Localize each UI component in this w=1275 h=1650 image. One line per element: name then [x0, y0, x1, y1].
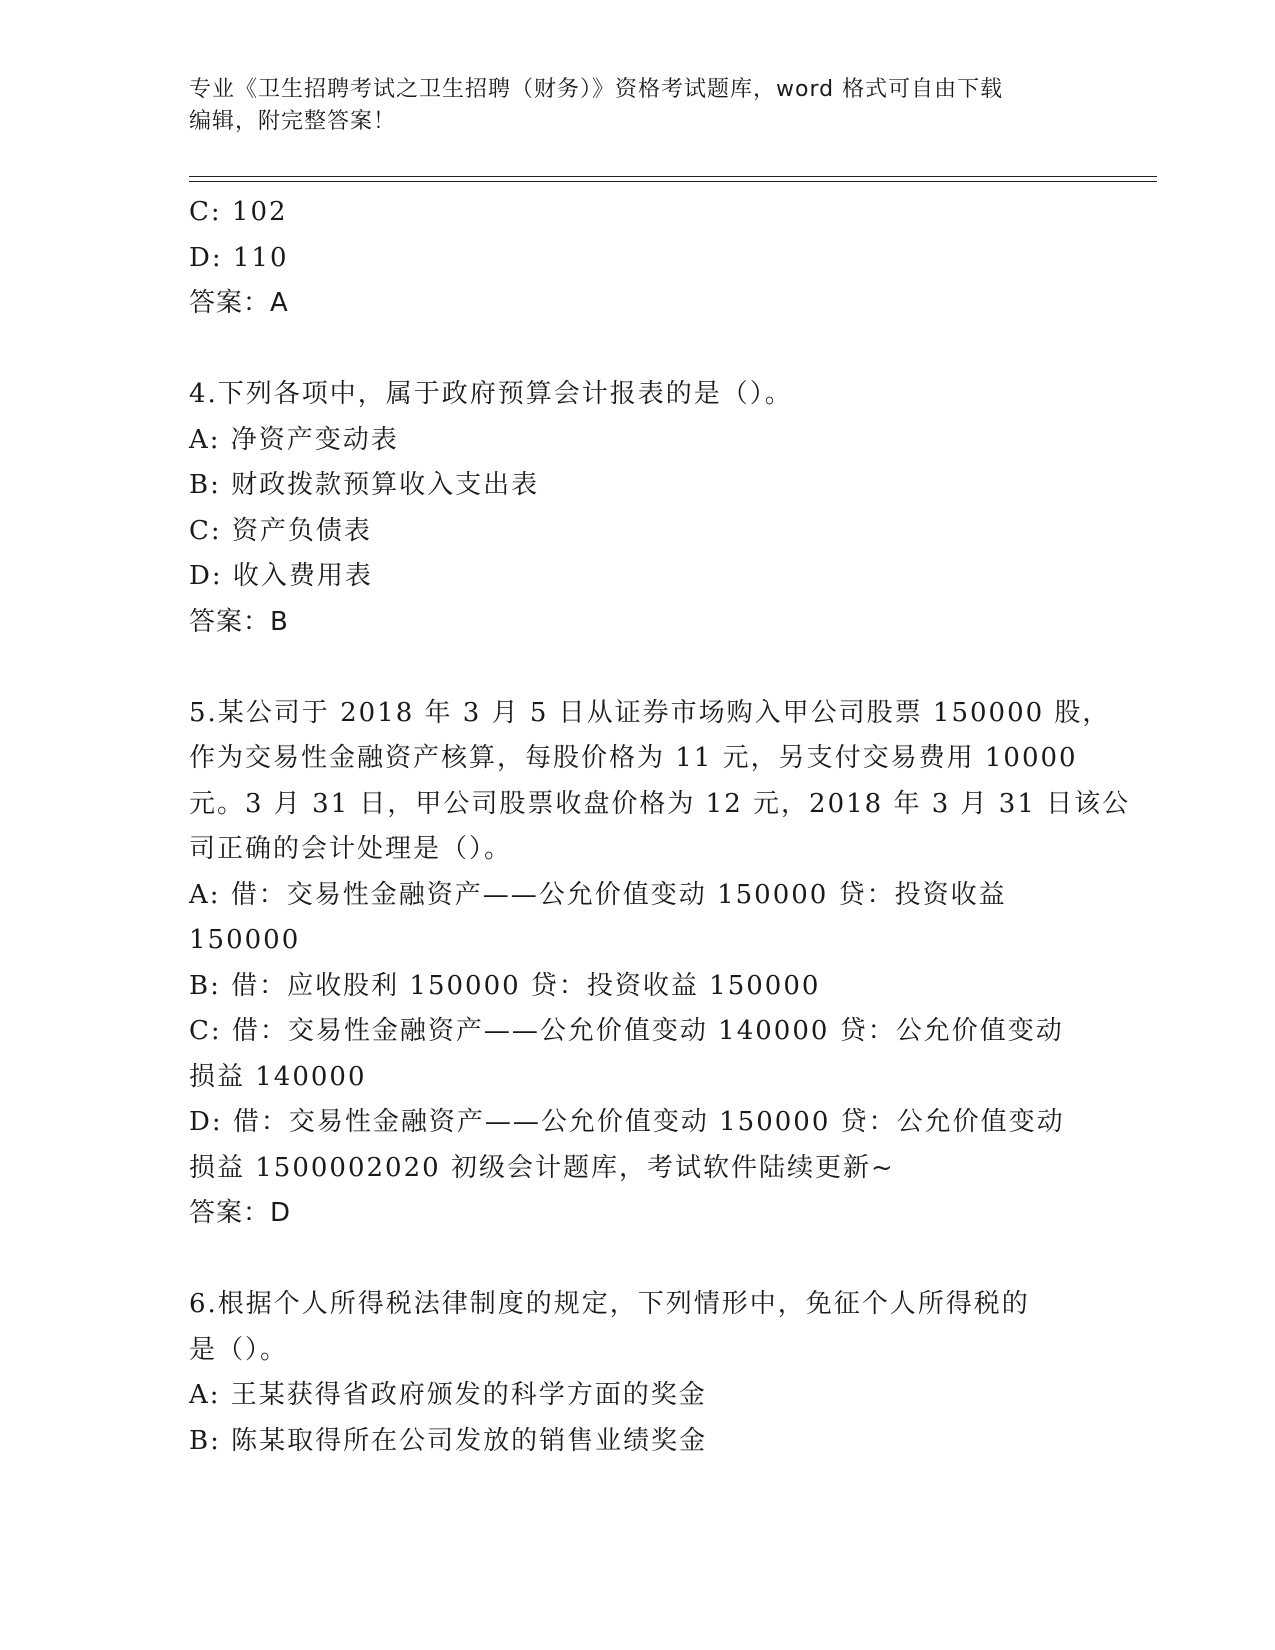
- q4-answer: 答案：B: [189, 606, 289, 637]
- q3-answer: 答案：A: [189, 288, 289, 318]
- q5-stem-line-4: 司正确的会计处理是（）。: [189, 834, 513, 864]
- q5-option-a-line-1: A: 借：交易性金融资产——公允价值变动 150000 贷：投资收益: [189, 879, 1007, 910]
- q4-option-d: D: 收入费用表: [189, 561, 373, 591]
- spacer: [189, 645, 1089, 691]
- header-line-1: 专业《卫生招聘考试之卫生招聘（财务）》资格考试题库，word 格式可自由下载: [189, 77, 1004, 102]
- q6-option-a: A: 王某获得省政府颁发的科学方面的奖金: [189, 1380, 707, 1410]
- question-6: [189, 1282, 1089, 1464]
- header-line-2: 编辑，附完整答案！: [189, 109, 397, 134]
- q5-stem-line-3: 元。3 月 31 日，甲公司股票收盘价格为 12 元，2018 年 3 月 31 日该公: [189, 788, 1131, 819]
- spacer: [189, 1237, 1089, 1283]
- q3-option-c: C: 102: [189, 197, 288, 227]
- question-3-tail: [189, 190, 1089, 327]
- q5-option-b: B: 借：应收股利 150000 贷：投资收益 150000: [189, 970, 821, 1001]
- q3-option-d: D: 110: [189, 242, 289, 273]
- q4-stem: 4.下列各项中，属于政府预算会计报表的是（）。: [189, 379, 793, 409]
- q6-stem-line-2: 是（）。: [189, 1334, 289, 1365]
- header-divider-bottom: [189, 181, 1157, 182]
- q4-option-c: C: 资产负债表: [189, 515, 372, 546]
- q5-option-c-line-2: 损益 140000: [189, 1061, 367, 1092]
- q5-option-c-line-1: C: 借：交易性金融资产——公允价值变动 140000 贷：公允价值变动: [189, 1016, 1064, 1046]
- header-divider-top: [189, 176, 1157, 177]
- q4-option-a: A: 净资产变动表: [189, 424, 399, 455]
- q5-answer: 答案：D: [189, 1198, 292, 1228]
- q6-option-b: B: 陈某取得所在公司发放的销售业绩奖金: [189, 1425, 708, 1456]
- q6-stem-line-1: 6.根据个人所得税法律制度的规定，下列情形中，免征个人所得税的: [189, 1289, 1030, 1319]
- q5-option-a-line-2: 150000: [189, 925, 301, 955]
- page-header: [189, 74, 1089, 138]
- q5-stem-line-2: 作为交易性金融资产核算，每股价格为 11 元，另支付交易费用 10000: [189, 743, 1078, 773]
- q5-stem-line-1: 5.某公司于 2018 年 3 月 5 日从证券市场购入甲公司股票 150000 股，: [189, 697, 1111, 728]
- q5-option-d-line-1: D: 借：交易性金融资产——公允价值变动 150000 贷：公允价值变动: [189, 1107, 1065, 1137]
- question-content: [189, 190, 1131, 1464]
- q5-option-d-line-2: 损益 1500002020 初级会计题库，考试软件陆续更新~: [189, 1152, 895, 1183]
- question-4: [189, 372, 1089, 645]
- q4-option-b: B: 财政拨款预算收入支出表: [189, 470, 540, 500]
- question-5: [189, 691, 1131, 1237]
- spacer: [189, 327, 1089, 373]
